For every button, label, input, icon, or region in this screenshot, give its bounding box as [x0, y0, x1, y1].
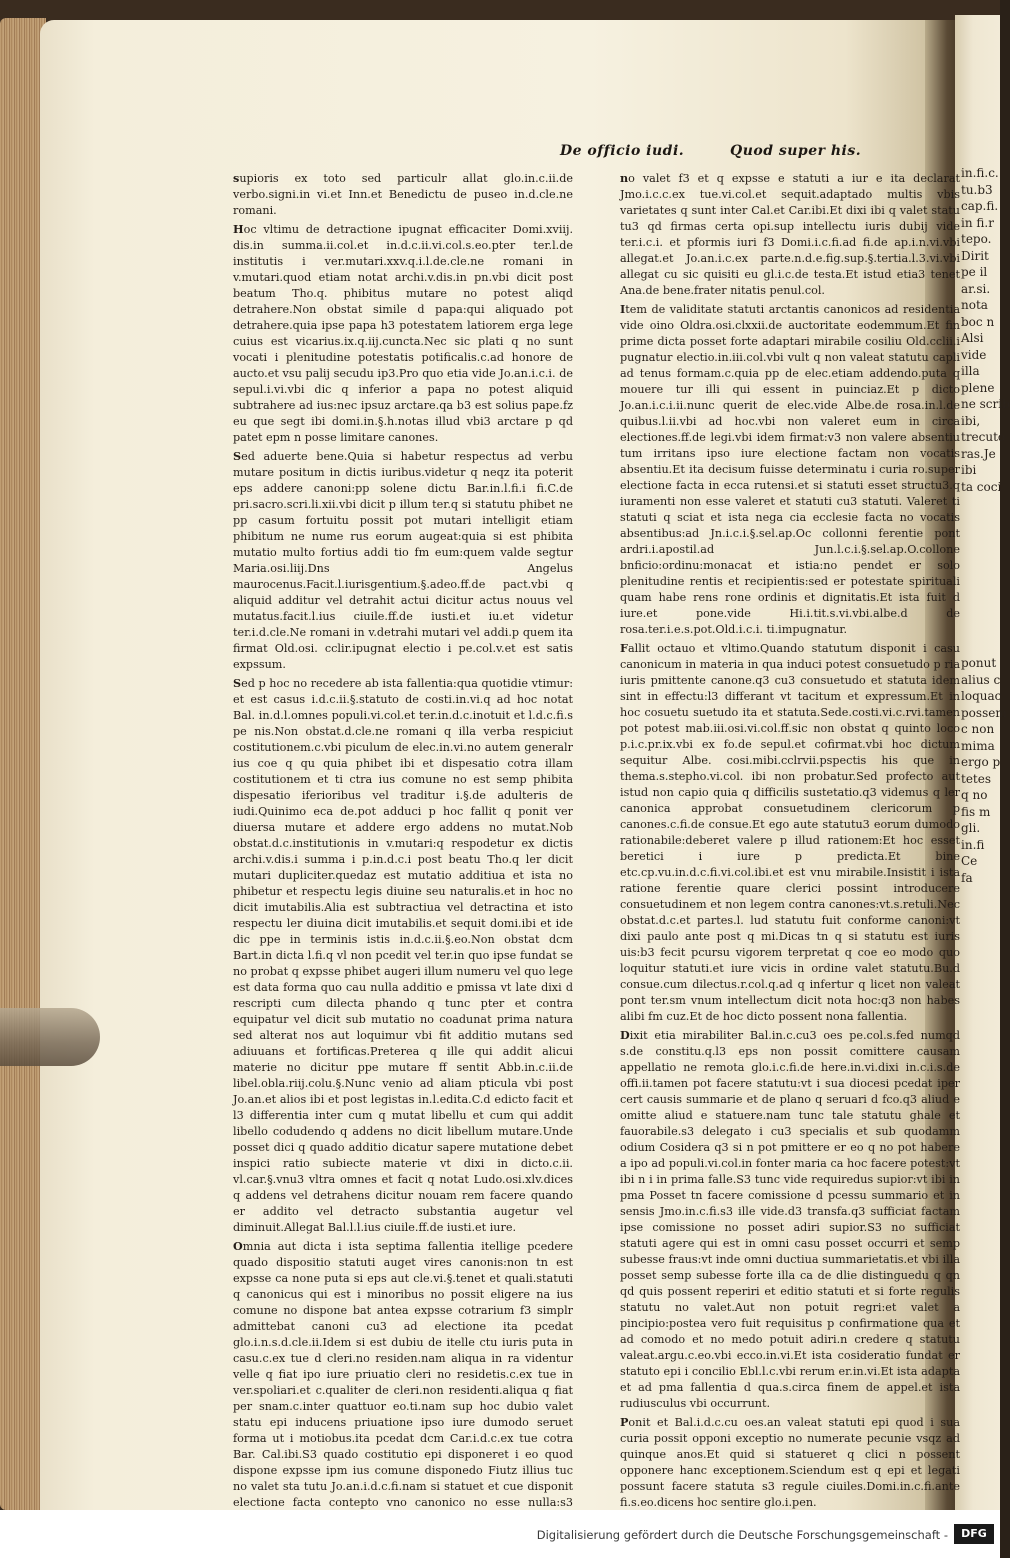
facing-page-fragment: fis m [961, 804, 991, 819]
facing-page-fragment: in.fi.c. [961, 166, 999, 180]
facing-page-fragment: trecuto [961, 430, 1006, 444]
facing-page-fragment: fa [961, 870, 973, 885]
paragraph: Dixit etia mirabiliter Bal.in.c.cu3 oes pe.col.s.fed numqd s.de constitu.q.l3 eps non possit comittere causam appellatio ne remota glo.i.c.fi.de here.in.vi.dixi in.c.i.s.de offi.ii.tamen pot facere statutu:vt i sua diocesi pcedat iper cert causis summarie et de plano q seruari d fco.q3 aliud e omitte aliud e statuere.nam tunc tale statutu ghale et fauorabile.s3 delegato i cu3 specialis et sub quodamm odium Cosidera q3 si n pot pmittere er eo q no pot habere a ipo ad populi.vi.col.in fonter maria ca hoc facere potest:vt ibi n i in prima falle.S3 tunc vide requiredus supior:vt ibi in pma Posset tn facere comissione d pcessu summario et in sensis Jmo.in.c.fi.s3 ille vide.d3 transfa.q3 sufficiat factam ipse comissione no posset adiri supior.S3 no sufficiat statuti agere qui est in omni casu posset occurri et semp subesse fraus:vt inde omni ductiua summarietatis.et vbi illa posset semp subesse forte illa ca de dlie distinguedu q qn qd quis possent reperiri et editio statuti et si forte regulis statutu no valet.Aut non potuit regri:et valet a pincipio:postea vero fuit requisitus p confirmatione qua et ad comodo et no medo potuit adiri.n credere q statutu valeat.argu.c.eo.vbi ecco.in.vi.Et ista cosideratio fundat er statuto epi i concilio Ebl.l.c.vbi rerum er.in.vi.Et ista adapta et ad pma fallentia d qua.s.circa finem de appel.et ista rudiusculus vbi occurrunt. [620, 1028, 960, 1410]
facing-page-fragment: nota [961, 298, 988, 312]
facing-page-fragment: ibi, [961, 413, 981, 428]
facing-page-fragment: plene [961, 380, 995, 395]
facing-page-fragment: Alsi [961, 331, 984, 345]
facing-page-fragment: ras.Je [961, 446, 996, 461]
paragraph: no valet f3 et q expsse e statuti a iur e ita declarat Jmo.i.c.c.ex tue.vi.col.et sequit.adaptado multis vbis varietates q sunt inter Cal.et Car.ibi.Et dixi ibi q valet statu tu3 qd firmas certa opi.sup intellectu iuris dubij vide ter.i.c.i. et pformis iuri f3 Domi.i.c.fi.ad fi.de ap.i.n.vi.vbi allegat.et Jo.an.i.c.ex parte.n.d.e.fig.sup.§.tertia.l.3.vi.vbi allegat cu sic quisiti eu gl.i.c.de testa.Et istud etia3 tenet Ana.de bene.frater nitatis penul.col. [620, 171, 960, 297]
facing-page-fragment: mima [961, 738, 995, 753]
paragraph: Hoc vltimu de detractione ipugnat efficaciter Domi.xviij. dis.in summa.ii.col.et in.d.c.ii.vi.col.s.eo.pter ter.l.de institutis i ver.mutari.xxv.q.i.l.de.cle.ne romani in v.mutari.quod etiam notat archi.v.dis.in pn.vbi dicit post beatum Tho.q. phibitus mutare no potest aliqd detrahere.Non obstat simile d papa:qui aliquado pot detrahere.quia ipse papa h3 potestatem latiorem erga lege cuius est vicarius.ix.q.iij.cuncta.Nec sic plati q no sunt vocati i plenitudine potestatis potificalis.c.ad honore de aucto.et vsu palij secudu ip3.Pro quo etia vide Jo.an.i.c.i. de sepul.i.vi.vbi dic q inferior a papa no potest aliquid subtrahere ad ius:nec ipsuz arctare.qa b3 est solius pape.fz eu que segt ibi domi.in.§.h.notas illud vbi3 arctare p qd patet epm n posse limitare canones. [233, 222, 573, 444]
page-clamp [0, 1008, 100, 1066]
facing-page-fragment: vide [961, 347, 987, 362]
running-title-left: De officio iudi. [560, 143, 685, 159]
facing-page-fragment: loquac [961, 689, 1002, 703]
paragraph: Sed p hoc no recedere ab ista fallentia:qua quotidie vtimur: et est casus i.d.c.ii.§.statuto de costi.in.vi.q ad hoc notat Bal. in.d.l.omnes populi.vi.col.et ter.in.d.c.inotuit et l.d.c.fi.s pe nis.Non obstat.d.cle.ne romani q illa verba respiciut costitutionem.c.vbi piculum de elec.in.vi.no autem generalr ius coe q qu quia phibet ibi et dispesatio cotra illam costitutionem et ti ctra ius comune no est semp phibita dispesatio iferioribus vel traditur i.§.de adulteris de iudi.Quinimo eca de.pot adduci p hoc fallit q ponit ver diuersa mutare et addere ergo addens no mutat.Nob obstat.d.c.institutionis in v.mutari:q respodetur ex dictis archi.v.dis.i summa i p.in.d.c.i post beatu Tho.q ler dicit mutari dupliciter.quedaz est mutatio additiua et ista no phibetur et respectu legis diuine seu naturalis.et in hoc no dicit imutabilis.Alia est subtractiua vel detractina et isto respectu ler diuina dicit imutabilis.et sequit domi.ibi et ide dic ppe in terminis istis in.d.c.ii.§.eo.Non obstat dcm Bart.in dicta l.fi.q vl non pcedit vel ter.in quo ipse fundat se no probat q expsse phibet augeri illum numeru vel quo lege est data forma quo cau nulla additio e pmissa vt late dixi d rescripti cum dilecta phando q tunc pter et contra equipatur vel dicit sub mutatio no coadunat prima natura sed alterat nos aut loquimur vbi fit additio mutans sed adiuuans et fortificas.Preterea q ille qui addit alicui materie no dicitur ppe mutare ff sentit Abb.in.c.ii.de libel.obla.riij.colu.§.Nunc venio ad aliam pticula vbi post Jo.an.et alios ibi et post legistas in.l.edita.C.d edicto facit et l3 differentia inter cum q mutat libellu et cum qui addit libello codudendo q addens no dicit libellum mutare.Unde posset dici q quado additio dicatur sapere mutatione debet inspici ratio subiecte materie vt dixi in dicto.c.ii. vl.car.§.vnu3 vltra omnes et facit q notat Ludo.osi.xlv.dices q addens vel detrahens dicitur nouam rem facere quando er addito vel detracto substantia augetur vel diminuit.Allegat Bal.l.l.ius ciuile.ff.de iusti.et iure. [233, 676, 573, 1234]
funding-notice: Digitalisierung gefördert durch die Deutsche Forschungsgemeinschaft - [536, 1528, 948, 1542]
facing-page-fragment: ponut [961, 656, 997, 670]
facing-page-fragment: tu.b3 [961, 182, 993, 197]
facing-page-fragment: ar.si. [961, 281, 991, 296]
facing-page-fragment: Dirit [961, 248, 989, 263]
paragraph: Ponit et Bal.i.d.c.cu oes.an valeat statuti epi quod i sua curia possit opponi exceptio no numerate pecunie vsqz ad quinque anos.Et quid si statueret q clici n possent opponere hanc exceptionem.Sciendum est q epi et legati possunt facere statuta s3 regule ciuiles.Domi.in.c.fi.ante fi.s.eo.dicens hoc sentire glo.i.pen. [620, 1415, 960, 1509]
paragraph: Omnia aut dicta i ista septima fallentia itellige pcedere quado dispositio statuti auget vires canonis:non tn est expsse ca none puta si eps aut cle.vi.§.tenet et quali.statuti q canonicus qui est i minoribus no possit eligere na ius comune no dispone bat antea expsse cotrarium f3 simplr admittebat canoni cu3 ad electione ita pcedat glo.i.n.s.d.cle.ii.Idem si est dubiu de itelle ctu iuris puta in casu.c.ex tue d cleri.no residen.nam aliqua in ra videntur velle q fiat ipo iure priuatio cleri no residetis.c.ex tue in ver.spoliari.et c.qualiter de cleri.non residenti.aliqua q fiat per snam.c.inter quattuor eo.ti.nam sup hoc dubio valet statu epi inducens priuatione ipso iure dumodo seruet forma ut i motiobus.ita pcedat dcm Car.i.d.c.ex tue cotra Bar. Cal.ibi.S3 quado costitutio epi disponeret i eo quod dispone expsse ipm ius comune disponedo Fiutz illius tuc no valet sta tutu Jo.an.i.d.c.fi.nam si statuet et cue disponit electione facta contepto vno canonico no esse nulla:s3 [233, 1239, 573, 1509]
right-page-edge [955, 15, 1010, 1512]
facing-page-fragment: ibi [961, 463, 977, 477]
facing-page-fragment: c non [961, 722, 995, 736]
facing-page-fragment: cap.fi. [961, 199, 999, 213]
facing-page-fragment: gli. [961, 821, 981, 835]
facing-page-fragment: alius c [961, 672, 1001, 687]
facing-page-fragment: ne scrib [961, 397, 1010, 411]
facing-page-fragment: boc n [961, 314, 995, 329]
text-column-right [620, 170, 960, 1509]
facing-page-fragment: Ce [961, 854, 978, 868]
text-column-left [233, 170, 573, 1509]
dfg-logo: DFG [954, 1524, 994, 1544]
facing-page-fragment: pe il [961, 265, 988, 279]
facing-page-fragment: tepo. [961, 232, 992, 246]
running-title-right: Quod super his. [730, 143, 862, 159]
facing-page-fragment: possem [961, 705, 1007, 720]
facing-page-fragment: in.fi [961, 837, 985, 852]
paragraph: Sed aduerte bene.Quia si habetur respectus ad verbu mutare positum in dictis iuribus.videtur q neqz ita poterit eps addere canoni:pp solene dictu Bar.in.l.fi.i fi.C.de pri.sacro.scri.li.xii.vbi dicit p illum ter.q si statutu phibet ne pp casum fortuitu possit pot mutari intelligit etiam phibitum ne nume rus eorum augeat:quia si est phibita mutatio multo fortius addi tio fm eum:quem valde segtur Maria.osi.liij.Dns Angelus maurocenus.Facit.l.iurisgentium.§.adeo.ff.de pact.vbi q aliquid additur vel detrahit actui dicitur actus nouus vel mutatus.facit.l.ius ciuile.ff.de iusti.et iu.et videtur ter.i.d.cle.Ne romani in v.detrahi mutari vel addi.p quem ita firmat Old.osi. cclir.ipugnat electio i pe.col.v.et est satis expssum. [233, 449, 573, 671]
paragraph: Fallit octauo et vltimo.Quando statutum disponit i casu canonicum in materia in qua induci potest consuetudo p ria iuris pmittente canone.q3 cu3 consuetudo et statuta idem sint in effectu:l3 differant vt tacitum et expressum.Et in hoc cosuetu suetudo ita et statuta.Sede.costi.vi.c.rvi.tamen pot potest mab.iii.osi.vi.col.ff.sic non obstat q quinto loco p.i.c.pr.ix.vbi ex fo.de sepul.et cofirmat.vbi hoc dictum sequitur Albe. cosi.mibi.cclrvii.pspectis his que in thema.s.stepho.vi.col. ibi non probatur.Sed profecto aut istud non capio quia q difficilis sustetatio.q3 videmus q ler canonica approbat consuetudinem clericorum p canones.c.fi.de consue.Et ego aute statutu3 eorum dumodo rationabile:deberet valere p illud rationem:Et hoc esset beretici i iure p predicta.Et bine etc.cp.vu.in.d.c.fi.vi.col.ibi.et est vnu mirabile.Insistit i ista ratione ferentie quare clerici possint introducere consuetudinem et non legem contra canones:vt.s.retuli.Nec obstat.d.c.et partes.l. lud statutu fuit conforme canoni:vt dixi paulo ante post q mi.Dicas tn q si statutu est iuris uis:b3 fecit pcursu vigorem terpretat q coe eo modo quo loquitur statuti.et iure vicis in ordine valet statutu.Bu.d consue.cum dilectus.r.col.q.ad q infertur q licet non valeat pont ter.sm vnum intellectum dicit nota hoc:q3 non habes alibi fm cuz.Et de hoc dicto possent nona fallentia. [620, 641, 960, 1023]
facing-page-fragment: ergo p [961, 755, 1001, 769]
facing-page-fragment: illa [961, 364, 980, 378]
facing-page-fragment: in fi.r [961, 215, 994, 230]
facing-page-fragment: q no [961, 788, 988, 802]
facing-page-fragment: tetes [961, 771, 992, 786]
paragraph: Item de validitate statuti arctantis canonicos ad residentia vide oino Oldra.osi.clxxii.de auctoritate eodemmum.Et fin prime dicta posset forte adaptari mirabile cosiliu Old.cclii.i pugnatur electio.in.iii.col.vbi vult q non valeat statutu capli ad tenus formam.c.quia pp de elec.etiam addendo.puta q mouere tur illi qui essent in puinciaz.Et p dicto Jo.an.i.c.i.ii.nunc querit de elec.vide Albe.de rosa.in.l.de quibus.l.ii.vbi ad hoc.vbi non valeret eum in circa electiones.ff.de legi.vbi idem firmat:v3 non valere absentiu tum irritans ipso iure electione factam non vocatis absentiu.Et ita decisum fuisse determinatu i curia ro.super electione facta in ecca rutensi.et si statuti esset structu3.q iuramenti non esse valeret et statuti cu3 statuti. Valeret ti statuti q sciat et ista nega cia ecclesie facta no vocatis absentibus:ad Jn.i.c.i.§.sel.ap.Oc collonni ferentie pont ardri.i.apostil.ad Jun.l.c.i.§.sel.ap.O.collone bnficio:ordinu:monacat et istia:no pendet er solo plenitudine rentis et recipientis:sed er potestate spirituali quam habe rens rone ordinis et dignitatis.Et ista fuit d iure.et pone.vide Hi.i.tit.s.vi.vbi.albe.d de rosa.ter.i.e.s.pot.Old.i.c.i. ti.impugnatur. [620, 302, 960, 636]
facing-page-fragment: ta coci [961, 479, 1002, 494]
footer-bar [0, 1510, 1000, 1558]
paragraph: supioris ex toto sed particulr allat glo.in.c.ii.de verbo.signi.in vi.et Inn.et Benedictu de puseo in.d.cle.ne romani. [233, 171, 573, 217]
